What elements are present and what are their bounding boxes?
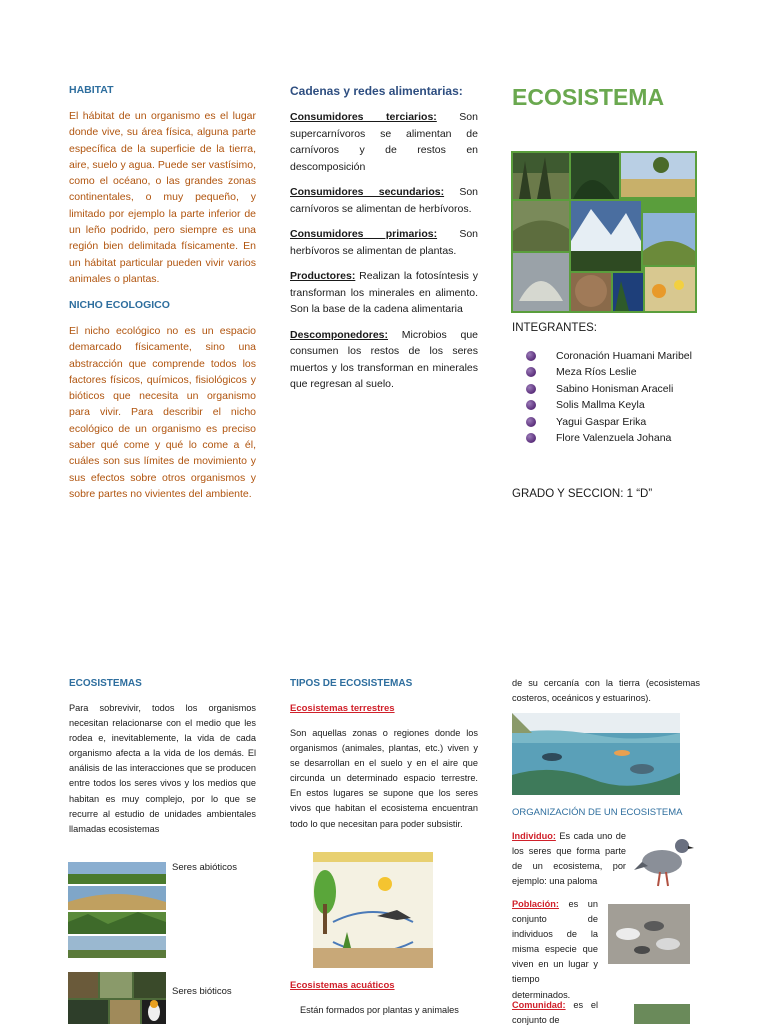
member-item: Meza Ríos Leslie	[512, 364, 732, 380]
organizacion-title: ORGANIZACIÓN DE UN ECOSISTEMA	[512, 807, 683, 818]
member-item: Flore Valenzuela Johana	[512, 430, 732, 446]
bullet-icon	[526, 433, 536, 443]
ecosistemas-text: Para sobrevivir, todos los organismos necesitan relacionarse con el medio que les rodea e, inevitablemente, la vida de cada organismo afecta a la vida de los demás. El análisis de las interacciones que se producen entre todos los seres vivos y los medios que habitan es muy complejo, por lo que se recurre al estudio de unidades ambientales llamadas ecosistemas	[69, 703, 256, 834]
member-item: Solis Mallma Keyla	[512, 397, 732, 413]
biotic-animals-image	[68, 972, 166, 1024]
pigeon-image	[634, 832, 694, 888]
cover-title: ECOSISTEMA	[512, 84, 665, 110]
bullet-icon	[526, 367, 536, 377]
nicho-text: El nicho ecológico no es un espacio demarcado físicamente, sino una abstracción que comprende todos los factores físicos, químicos, fisiológicos y bióticos que necesita un organismo para vivir. Para describir el nicho ecológico de un organismo es preciso saber qué come y qué lo come a él, cuáles son sus límites de movimiento y sus efectos sobre otros organismos y sobre partes no vivientes del ambiente.	[69, 325, 256, 500]
terrestres-title: Ecosistemas terrestres	[290, 703, 395, 714]
aquatic-ecosystem-image	[512, 713, 680, 795]
bullet-icon	[526, 384, 536, 394]
individuo-text: Individuo: Es cada uno de los seres que forma parte de un ecosistema, por ejemplo: una paloma	[512, 831, 626, 887]
community-image	[634, 1004, 690, 1024]
member-item: Sabino Honisman Araceli	[512, 381, 732, 397]
terrestres-text: Son aquellas zonas o regiones donde los organismos (animales, plantas, etc.) viven y se desarrollan en el suelo y en el aire que circunda un determinado espacio terrestre. En estos lugares se supone que los seres vivos que habitan el ecosistema encuentran todo lo que necesitan para poder subsistir.	[290, 728, 478, 829]
pigeon-flock-image	[608, 904, 690, 964]
terrestrial-cycle-diagram	[313, 852, 433, 968]
acuaticos-text: Están formados por plantas y animales	[300, 1005, 459, 1015]
seres-bioticos-label: Seres bióticos	[172, 986, 232, 997]
ecosystem-collage-image	[511, 151, 697, 313]
members-list	[512, 348, 732, 446]
nicho-title: NICHO ECOLOGICO	[69, 299, 170, 311]
integrantes-label: INTEGRANTES:	[512, 322, 597, 334]
cadena-item: Productores: Realizan la fotosíntesis y transforman los minerales en alimento. Son la base de la cadena alimentaria	[290, 270, 478, 315]
cadena-item: Consumidores terciarios: Son supercarnívoros se alimentan de carnívoros y de restos en descomposición	[290, 111, 478, 173]
seres-abioticos-label: Seres abióticos	[172, 862, 237, 873]
member-item: Yagui Gaspar Erika	[512, 414, 732, 430]
comunidad-text: Comunidad: es el conjunto de	[512, 1000, 598, 1026]
poblacion-text: Población: es un conjunto de individuos de la misma especie que viven en un lugar y tiempo determinados.	[512, 899, 598, 1000]
bullet-icon	[526, 400, 536, 410]
bullet-icon	[526, 351, 536, 361]
cadenas-list	[290, 109, 478, 393]
continuation-text: de su cercanía con la tierra (ecosistemas costeros, oceánicos y estuarinos).	[512, 678, 700, 704]
cadena-item: Consumidores primarios: Son herbívoros se alimentan de plantas.	[290, 228, 478, 257]
member-item: Coronación Huamani Maribel	[512, 348, 732, 364]
habitat-text: El hábitat de un organismo es el lugar donde vive, su área física, alguna parte específica de la superficie de la tierra, aire, suelo y agua. Puede ser vastísimo, como el océano, o las grandes zonas continentales, o muy pequeño, y limitado por ejemplo la parte inferior de un leño podrido, pero siempre es una región bien delimitada físicamente. En un hábitat particular pueden vivir varios animales o plantas.	[69, 110, 256, 285]
cadena-item: Consumidores secundarios: Son carnívoros se alimentan de herbívoros.	[290, 186, 478, 215]
ecosistemas-title: ECOSISTEMAS	[69, 678, 142, 689]
cadena-item: Descomponedores: Microbios que consumen los restos de los seres muertos y los transforman en minerales que regresan al suelo.	[290, 328, 478, 390]
tipos-title: TIPOS DE ECOSISTEMAS	[290, 678, 413, 689]
abiotic-landscape-image	[68, 862, 166, 958]
habitat-title: HABITAT	[69, 84, 114, 96]
acuaticos-title: Ecosistemas acuáticos	[290, 980, 395, 991]
cadenas-title: Cadenas y redes alimentarias:	[290, 84, 463, 98]
grado-seccion: GRADO Y SECCION: 1 “D”	[512, 488, 653, 500]
bullet-icon	[526, 417, 536, 427]
